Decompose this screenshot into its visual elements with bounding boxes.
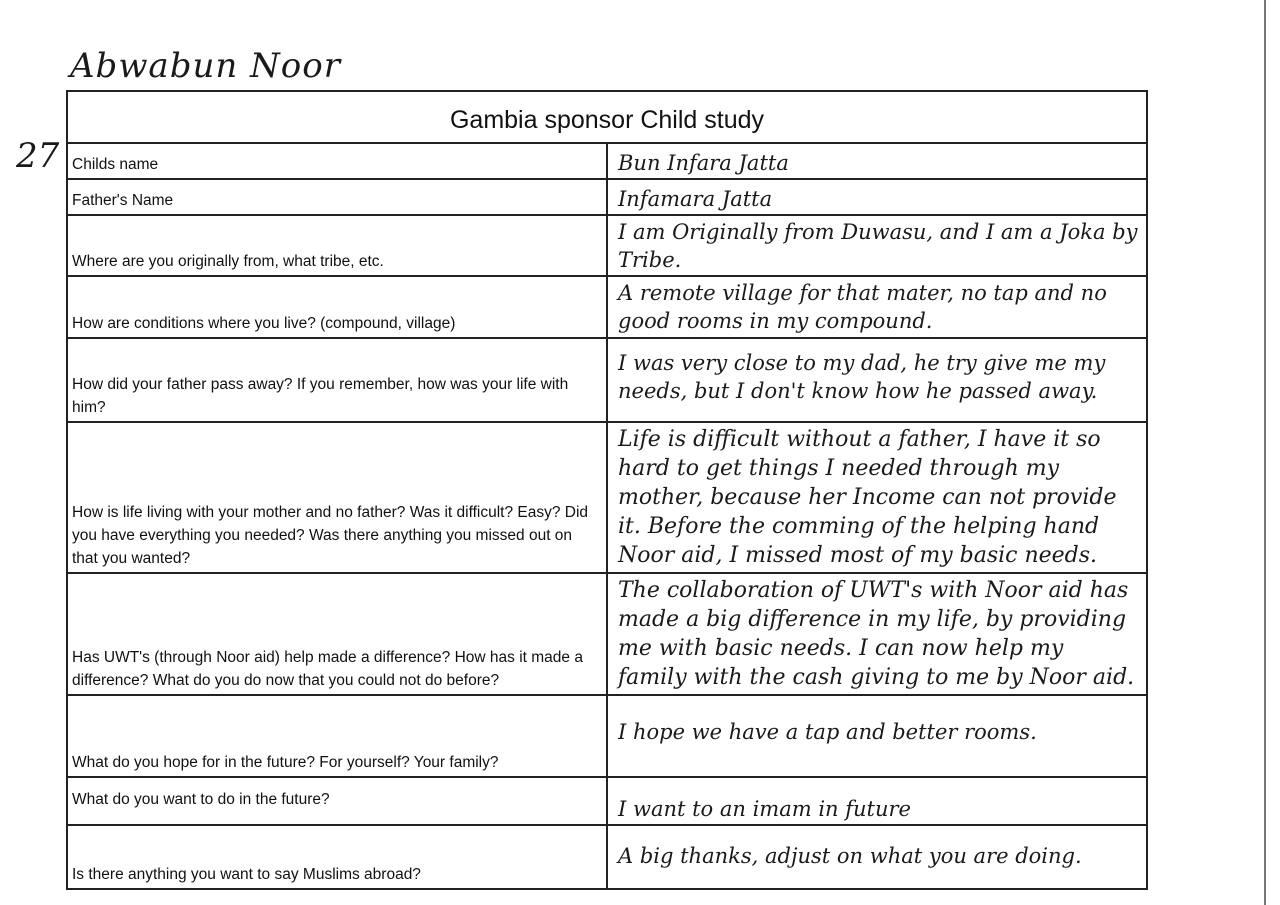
answer-life-with-mother: Life is difficult without a father, I have it so hard to get things I needed through my mother, because her Income can not provide it. Before the comming of the helping hand Noor aid, I missed most of my basic needs. (607, 422, 1147, 573)
form-row-origin-tribe (67, 215, 1147, 276)
child-study-form-table (66, 90, 1148, 890)
form-row-message-abroad (67, 825, 1147, 889)
form-row-uwt-difference (67, 573, 1147, 695)
form-title: Gambia sponsor Child study (67, 91, 1147, 143)
question-living-conditions: How are conditions where you live? (compound, village) (67, 276, 607, 338)
question-message-abroad: Is there anything you want to say Muslims abroad? (67, 825, 607, 889)
form-row-living-conditions (67, 276, 1147, 338)
answer-future-hope: I hope we have a tap and better rooms. (607, 695, 1147, 777)
answer-childs-name: Bun Infara Jatta (607, 143, 1147, 179)
answer-origin-tribe: I am Originally from Duwasu, and I am a Joka by Tribe. (607, 215, 1147, 276)
answer-living-conditions: A remote village for that mater, no tap and no good rooms in my compound. (607, 276, 1147, 338)
form-row-father-passing (67, 338, 1147, 422)
form-row-fathers-name (67, 179, 1147, 215)
question-life-with-mother: How is life living with your mother and no father? Was it difficult? Easy? Did you have everything you needed? Was there anything you missed out on that you wanted? (67, 422, 607, 573)
handwritten-form-number: 27 (16, 136, 60, 176)
answer-father-passing: I was very close to my dad, he try give me my needs, but I don't know how he passed away. (607, 338, 1147, 422)
form-row-future-plans (67, 777, 1147, 825)
answer-message-abroad: A big thanks, adjust on what you are doing. (607, 825, 1147, 889)
handwritten-organization-name: Abwabun Noor (70, 46, 342, 86)
question-childs-name: Childs name (67, 143, 607, 179)
question-fathers-name: Father's Name (67, 179, 607, 215)
form-row-future-hope (67, 695, 1147, 777)
form-row-childs-name (67, 143, 1147, 179)
question-uwt-difference: Has UWT's (through Noor aid) help made a difference? How has it made a difference? What do you do now that you could not do before? (67, 573, 607, 695)
answer-fathers-name: Infamara Jatta (607, 179, 1147, 215)
question-future-hope: What do you hope for in the future? For yourself? Your family? (67, 695, 607, 777)
question-origin-tribe: Where are you originally from, what tribe, etc. (67, 215, 607, 276)
question-father-passing: How did your father pass away? If you remember, how was your life with him? (67, 338, 607, 422)
answer-future-plans: I want to an imam in future (607, 777, 1147, 825)
question-future-plans: What do you want to do in the future? (67, 777, 607, 825)
title-row (67, 91, 1147, 143)
form-row-life-with-mother (67, 422, 1147, 573)
answer-uwt-difference: The collaboration of UWT's with Noor aid has made a big difference in my life, by providing me with basic needs. I can now help my family with the cash giving to me by Noor aid. (607, 573, 1147, 695)
scan-edge-line (1264, 0, 1266, 905)
